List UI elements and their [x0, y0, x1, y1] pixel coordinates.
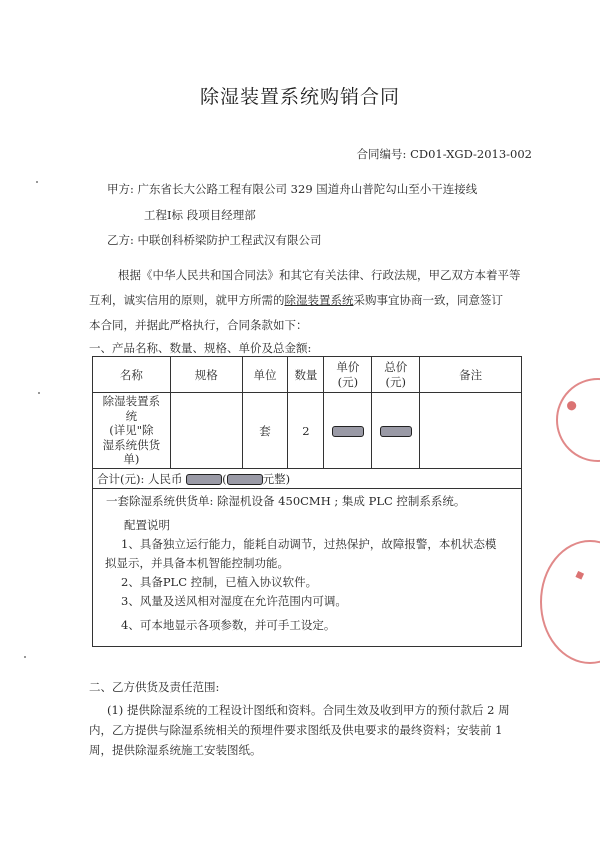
- section2-para-line: 周，提供除湿系统施工安装图纸。: [89, 743, 262, 757]
- config-item: 1、具备独立运行能力，能耗自动调节，过热保护，故障报警，本机状态模: [121, 537, 497, 551]
- red-seal-upper-mark: ●: [563, 396, 581, 414]
- header-total-price: 总价 (元): [372, 357, 420, 393]
- intro-product-name: 除湿装置系统: [284, 293, 354, 307]
- party-a-line2: 工程Ⅰ标 段项目经理部: [144, 208, 256, 222]
- header-qty: 数量: [288, 357, 324, 393]
- table-row: [93, 393, 522, 469]
- contract-number: 合同编号: CD01-XGD-2013-002: [356, 147, 532, 161]
- intro-line3: 本合同，并据此严格执行，合同条款如下：: [89, 318, 308, 332]
- header-name: 名称: [93, 357, 171, 393]
- table-header-row: [93, 357, 522, 393]
- document-title: 除湿装置系统购销合同: [199, 86, 400, 108]
- cell-unit: 套: [242, 393, 288, 469]
- cell-total: 合计(元): 人民币 ( 元整): [93, 469, 522, 489]
- section2-para-line: (1) 提供除湿系统的工程设计图纸和资料。合同生效及收到甲方的预付款后 2 周: [107, 703, 510, 717]
- section2-para-line: 内，乙方提供与除湿系统相关的预埋件要求图纸及供电要求的最终资料；安装前 1: [89, 723, 503, 737]
- section1-heading: 一、产品名称、数量、规格、单价及总金额:: [89, 341, 312, 355]
- intro-line1: 根据《中华人民共和国合同法》和其它有关法律、行政法规，甲乙双方本着平等: [118, 268, 521, 282]
- config-item: 2、具备PLC 控制，已植入协议软件。: [121, 575, 318, 589]
- cell-config: [93, 489, 522, 647]
- table-config-row: [93, 489, 522, 647]
- cell-name: 除湿装置系 统 (详见"除 湿系统供货 单): [93, 393, 171, 469]
- red-seal-lower-mark: ◆: [572, 568, 589, 582]
- cell-spec: [170, 393, 242, 469]
- scan-speck: [24, 656, 26, 658]
- total-suffix: 元整): [262, 471, 291, 486]
- redacted-total-number: [186, 474, 222, 485]
- table-total-row: [93, 469, 522, 489]
- cell-qty: 2: [288, 393, 324, 469]
- config-item: 拟显示，并具备本机智能控制功能。: [105, 556, 289, 570]
- scan-speck: [36, 181, 38, 183]
- redacted-total-price: [380, 426, 412, 437]
- cell-note: [420, 393, 522, 469]
- scan-speck: [38, 392, 40, 394]
- config-title: 配置说明: [124, 518, 170, 532]
- config-item: 3、风量及送风相对湿度在允许范围内可调。: [121, 594, 347, 608]
- section2-heading: 二、乙方供货及责任范围:: [89, 680, 220, 694]
- intro-line2-post: 采购事宜协商一致，同意签订: [353, 293, 503, 307]
- cell-unit-price: [324, 393, 372, 469]
- header-note: 备注: [420, 357, 522, 393]
- redacted-unit-price: [332, 426, 364, 437]
- supply-list: 一套除湿系统供货单: 除湿机设备 450CMH ; 集成 PLC 控制系系统。: [106, 494, 466, 508]
- red-seal-upper: [556, 378, 600, 462]
- red-seal-lower: [540, 540, 600, 664]
- redacted-total-words: [227, 474, 263, 485]
- header-unit-price: 单价 (元): [324, 357, 372, 393]
- cell-total-price: [372, 393, 420, 469]
- party-b: 乙方: 中联创科桥梁防护工程武汉有限公司: [107, 233, 322, 247]
- items-table: [92, 356, 522, 647]
- config-item: 4、可本地显示各项参数，并可手工设定。: [121, 618, 336, 632]
- total-prefix: 合计(元): 人民币: [97, 471, 183, 486]
- intro-line2-pre: 互利，诚实信用的原则，就甲方所需的: [89, 293, 285, 307]
- header-spec: 规格: [170, 357, 242, 393]
- party-a-line1: 甲方: 广东省长大公路工程有限公司 329 国道舟山普陀勾山至小干连接线: [107, 182, 478, 196]
- header-unit: 单位: [242, 357, 288, 393]
- intro-line2: [89, 292, 503, 308]
